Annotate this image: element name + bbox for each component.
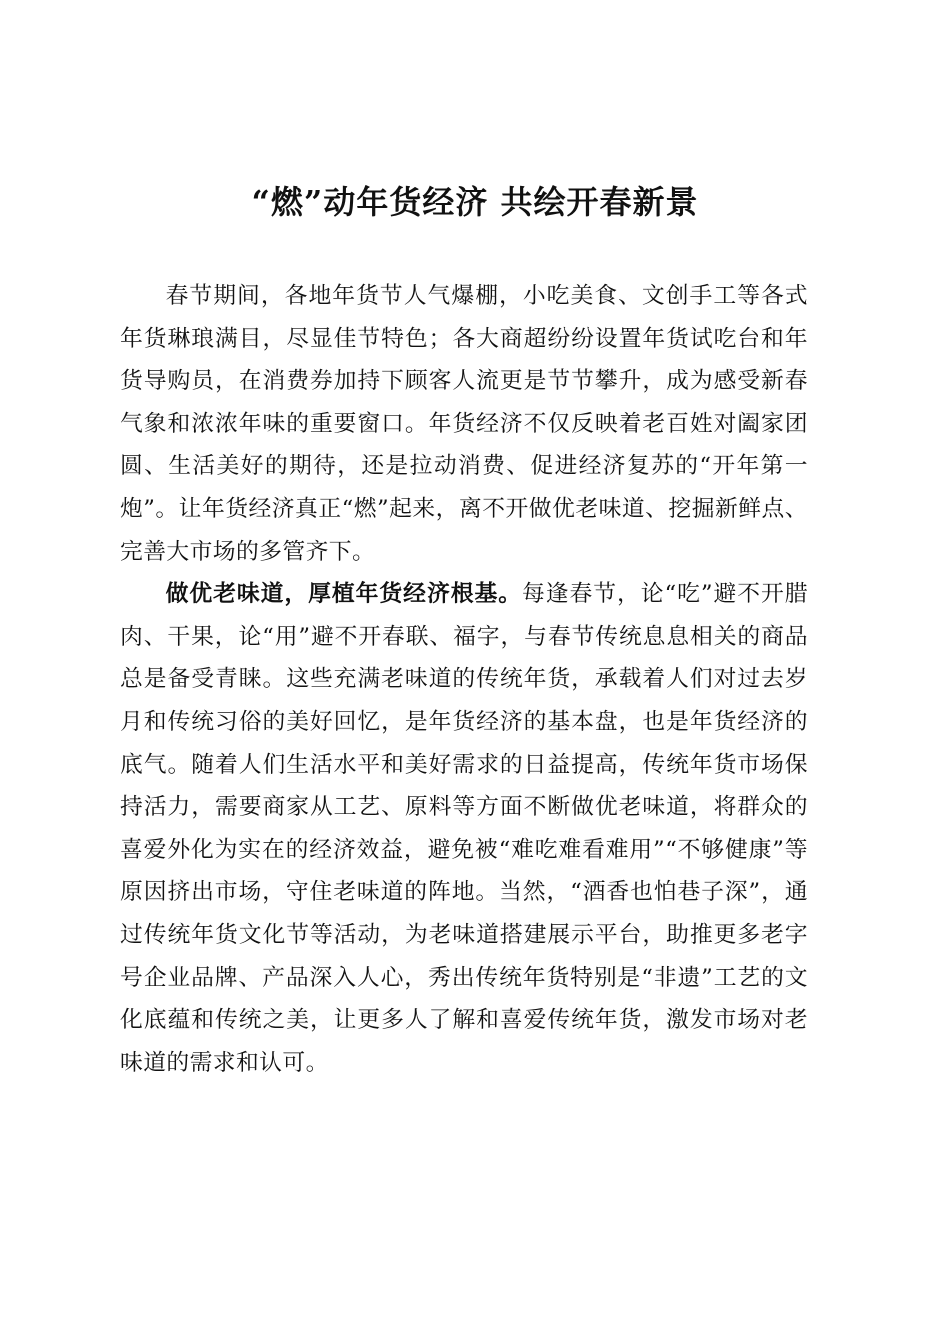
paragraph-old-flavor <box>120 573 808 1084</box>
paragraph-text: 春节期间，各地年货节人气爆棚，小吃美食、文创手工等各式年货琳琅满目，尽显佳节特色；各大商超纷纷设置年货试吃台和年货导购员，在消费券加持下顾客人流更是节节攀升，成为感受新春气象和浓浓年味的重要窗口。年货经济不仅反映着老百姓对阖家团圆、生活美好的期待，还是拉动消费、促进经济复苏的“开年第一炮”。让年货经济真正“燃”起来，离不开做优老味道、挖掘新鲜点、完善大市场的多管齐下。 <box>120 283 808 565</box>
paragraph-intro <box>120 275 808 573</box>
paragraph-lead: 做优老味道，厚植年货经济根基。 <box>165 581 522 608</box>
article-body <box>120 275 808 1084</box>
paragraph-text: 每逢春节，论“吃”避不开腊肉、干果，论“用”避不开春联、福字，与春节传统息息相关的商品总是备受青睐。这些充满老味道的传统年货，承载着人们对过去岁月和传统习俗的美好回忆，是年货经济的基本盘，也是年货经济的底气。随着人们生活水平和美好需求的日益提高，传统年货市场保持活力，需要商家从工艺、原料等方面不断做优老味道，将群众的喜爱外化为实在的经济效益，避免被“难吃难看难用”“不够健康”等原因挤出市场，守住老味道的阵地。当然，“酒香也怕巷子深”，通过传统年货文化节等活动，为老味道搭建展示平台，助推更多老字号企业品牌、产品深入人心，秀出传统年货特别是“非遗”工艺的文化底蕴和传统之美，让更多人了解和喜爱传统年货，激发市场对老味道的需求和认可。 <box>120 581 809 1076</box>
article-title: “燃”动年货经济 共绘开春新景 <box>251 183 699 221</box>
